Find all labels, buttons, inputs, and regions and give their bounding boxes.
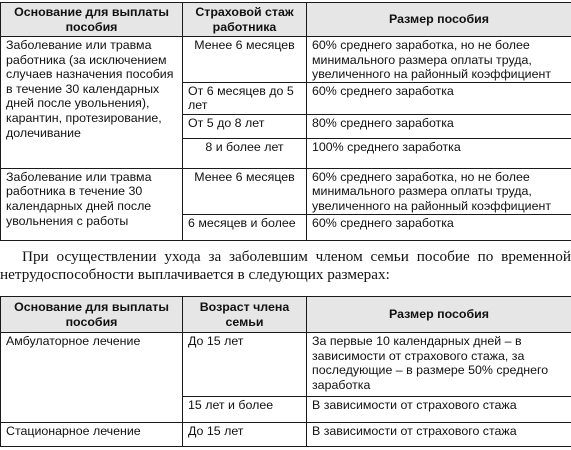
size-cell: 60% среднего заработка xyxy=(307,82,571,114)
stazh-cell: 6 месяцев и более xyxy=(183,214,307,240)
size-cell: В зависимости от страхового стажа xyxy=(307,423,571,447)
family-care-benefit-table xyxy=(0,296,571,447)
stazh-cell: От 6 месяцев до 5 лет xyxy=(183,82,307,114)
age-cell: До 15 лет xyxy=(183,333,307,397)
header-basis: Основание для выплаты пособия xyxy=(1,3,183,37)
header-basis: Основание для выплаты пособия xyxy=(1,297,183,333)
stazh-cell: Менее 6 месяцев xyxy=(183,37,307,83)
table-row xyxy=(1,423,571,447)
table-row xyxy=(1,333,571,397)
basis-cell-outpatient: Амбулаторное лечение xyxy=(1,333,183,423)
table-header-row xyxy=(1,3,571,37)
header-age: Возраст члена семьи xyxy=(183,297,307,333)
table-row xyxy=(1,168,571,214)
stazh-cell: От 5 до 8 лет xyxy=(183,114,307,138)
age-cell: До 15 лет xyxy=(183,423,307,447)
basis-cell-after-dismissal: Заболевание или травма работника в течение 30 календарных дней после увольнения с работы xyxy=(1,168,183,240)
table-row xyxy=(1,37,571,83)
table-header-row xyxy=(1,297,571,333)
benefit-by-insurance-table xyxy=(0,2,571,241)
body-paragraph: При осуществлении ухода за заболевшим членом семьи пособие по временной нетрудоспособности выплачивается в следующих размерах: xyxy=(0,248,571,283)
size-cell: За первые 10 календарных дней – в зависимости от страхового стажа, за последующие – в размере 50% среднего заработка xyxy=(307,333,571,397)
basis-cell-illness: Заболевание или травма работника (за исключением случаев назначения пособия в течение 30 календарных дней после увольнения), карантин, протезирование, долечивание xyxy=(1,37,183,169)
size-cell: 100% среднего заработка xyxy=(307,138,571,168)
age-cell: 15 лет и более xyxy=(183,397,307,423)
size-cell: 60% среднего заработка, но не более минимального размера оплаты труда, увеличенного на районный коэффициент xyxy=(307,37,571,83)
size-cell: 60% среднего заработка xyxy=(307,214,571,240)
stazh-cell: Менее 6 месяцев xyxy=(183,168,307,214)
header-stazh: Страховой стаж работника xyxy=(183,3,307,37)
size-cell: 80% среднего заработка xyxy=(307,114,571,138)
size-cell: В зависимости от страхового стажа xyxy=(307,397,571,423)
header-size: Размер пособия xyxy=(307,297,571,333)
basis-cell-inpatient: Стационарное лечение xyxy=(1,423,183,447)
stazh-cell: 8 и более лет xyxy=(183,138,307,168)
header-size: Размер пособия xyxy=(307,3,571,37)
size-cell: 60% среднего заработка, но не более минимального размера оплаты труда, увеличенного на районный коэффициент xyxy=(307,168,571,214)
